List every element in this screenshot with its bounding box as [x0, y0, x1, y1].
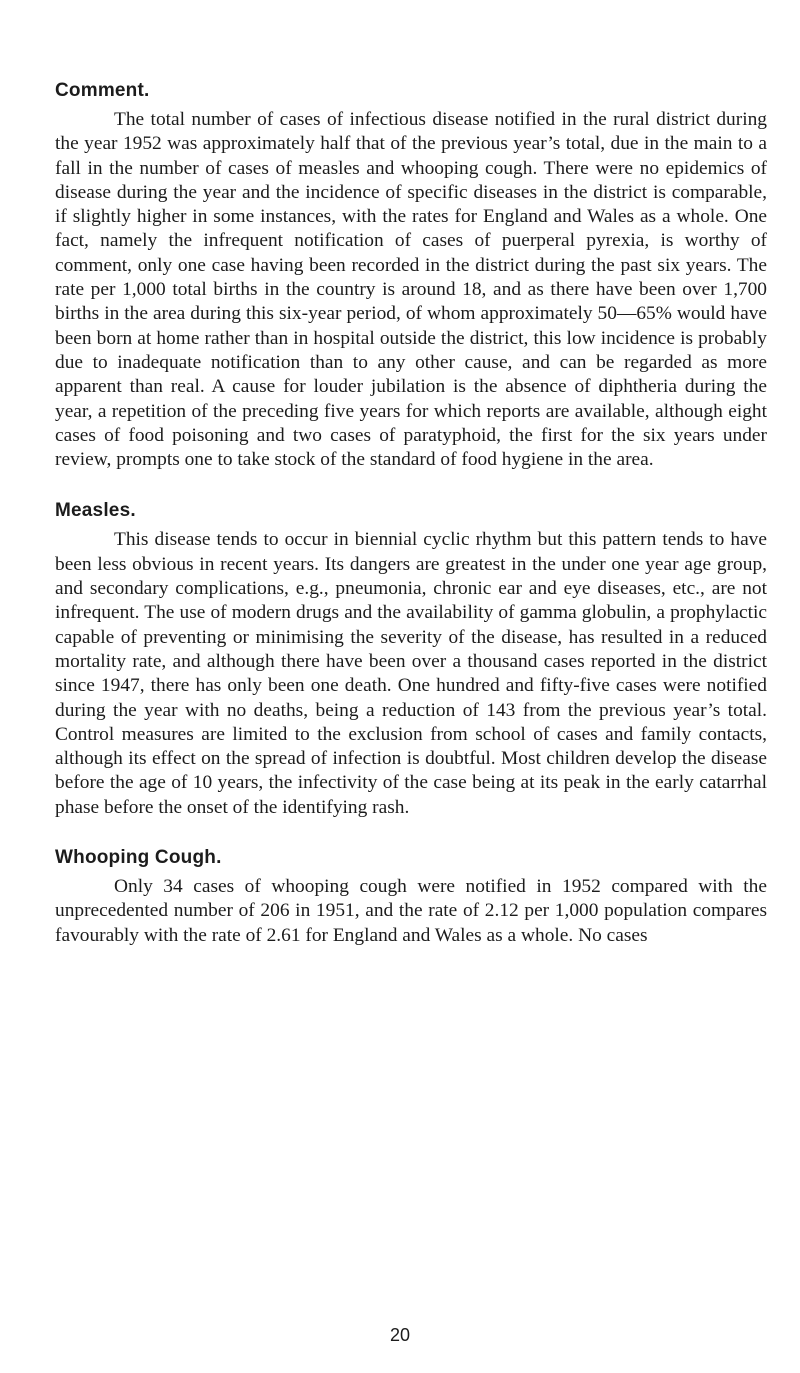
section-comment [55, 78, 767, 472]
section-whooping-cough [55, 845, 767, 948]
section-heading-whooping-cough: Whooping Cough. [55, 847, 222, 869]
section-measles [55, 498, 767, 820]
section-body-comment: The total number of cases of infectious disease notified in the rural district during the year 1952 was approximately half that of the previous year’s total, due in the main to a fall in the number of cases of measles and whooping cough. There were no epidemics of disease during the year and the incidence of specific diseases in the district is comparable, if slightly higher in some instances, with the rates for England and Wales as a whole. One fact, namely the infrequent notification of cases of puerperal pyrexia, is worthy of comment, only one case having been recorded in the district during the past six years. The rate per 1,000 total births in the country is around 18, and as there have been over 1,700 births in the area during this six-year period, of whom approximately 50—65% would have been born at home rather than in hospital outside the district, this low incidence is probably due to inadequate notification than to any other cause, and can be regarded as more apparent than real. A cause for louder jubilation is the absence of diphtheria during the year, a repetition of the preceding five years for which reports are available, although eight cases of food poisoning and two cases of paratyphoid, the first for the six years under review, prompts one to take stock of the standard of food hygiene in the area. [55, 109, 767, 471]
section-body-measles: This disease tends to occur in biennial cyclic rhythm but this pattern tends to have been less obvious in recent years. Its dangers are greatest in the under one year age group, and secondary complications, e.g., pneumonia, chronic ear and eye diseases, etc., are not infrequent. The use of modern drugs and the availability of gamma globulin, a prophylactic capable of preventing or minimising the severity of the disease, has resulted in a reduced mortality rate, and although there have been over a thousand cases reported in the district since 1947, there has only been one death. One hundred and fifty-five cases were notified during the year with no deaths, being a reduction of 143 from the previous year’s total. Control measures are limited to the exclusion from school of cases and family contacts, although its effect on the spread of infection is doubtful. Most children develop the disease before the age of 10 years, the infectivity of the case being at its peak in the early catarrhal phase before the onset of the identifying rash. [55, 529, 767, 818]
section-heading-comment: Comment. [55, 80, 150, 101]
section-body-whooping-cough: Only 34 cases of whooping cough were notified in 1952 compared with the unprecedented number of 206 in 1951, and the rate of 2.12 per 1,000 population compares favourably with the rate of 2.61 for England and Wales as a whole. No cases [55, 876, 767, 946]
document-page [55, 78, 767, 975]
page-number: 20 [389, 1325, 411, 1345]
section-heading-measles: Measles. [55, 500, 136, 522]
